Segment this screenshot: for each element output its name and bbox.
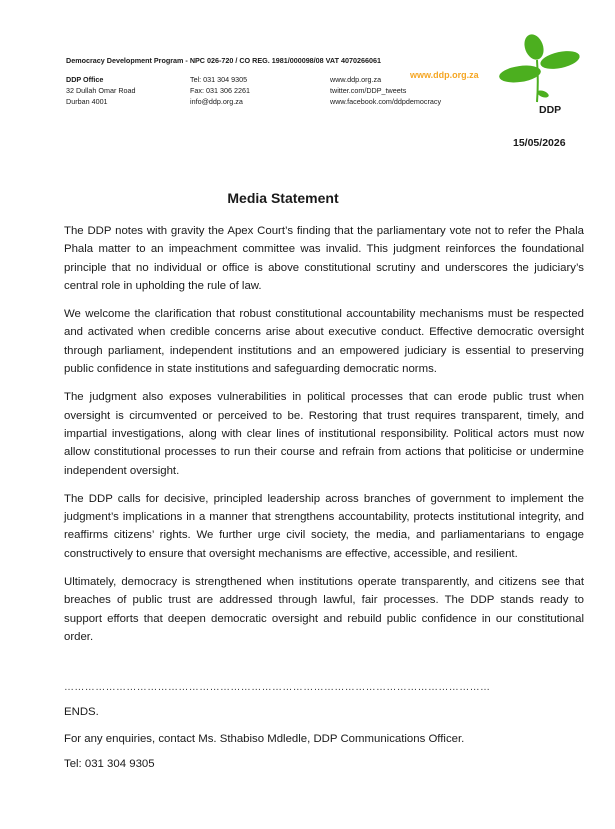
- org-registration-line: Democracy Development Program - NPC 026-720 / CO REG. 1981/000098/08 VAT 4070266061: [66, 56, 381, 65]
- enquiries-contact: For any enquiries, contact Ms. Sthabiso Mdledle, DDP Communications Officer.: [64, 733, 465, 745]
- contact-tel: Tel: 031 304 9305: [64, 758, 155, 770]
- tel-number: Tel: 031 304 9305: [190, 75, 248, 84]
- paragraph: The DDP notes with gravity the Apex Court’s finding that the parliamentary vote not to refer the Phala Phala matter to an impeachment committee was invalid. This judgment reinforces the foundational principle that no individual or office is above constitutional scrutiny and underscores the judiciary’s central role in upholding the rule of law.: [64, 225, 584, 292]
- contact-numbers: [190, 74, 250, 107]
- ends-marker: ENDS.: [64, 706, 99, 718]
- ddp-leaf-logo-icon: [488, 34, 583, 124]
- logo-wordmark: DDP: [539, 104, 562, 116]
- office-address: [66, 74, 136, 107]
- website-accent: www.ddp.org.za: [410, 70, 479, 80]
- paragraph: The judgment also exposes vulnerabilities in political processes that can erode public trust when oversight is circumvented or perceived to be. Restoring that trust requires transparent, timely, and impartial investigations, along with clear lines of institutional responsibility. Political actors must now allow constitutional processes to run their course and refrain from actions that politicise or undermine independent oversight.: [64, 391, 584, 477]
- paragraph: Ultimately, democracy is strengthened when institutions operate transparently, and citizens see that breaches of public trust are addressed through lawful, fair processes. The DDP stands ready to support efforts that deepen democratic oversight and rebuild public confidence in our constitutional order.: [64, 576, 584, 643]
- address-line-1: 32 Dullah Omar Road: [66, 86, 136, 95]
- address-line-2: Durban 4001: [66, 97, 108, 106]
- page-title: Media Statement: [227, 190, 339, 206]
- fax-number: Fax: 031 306 2261: [190, 86, 250, 95]
- facebook-link[interactable]: www.facebook.com/ddpdemocracy: [330, 97, 442, 106]
- statement-body: [64, 222, 584, 656]
- email-address: info@ddp.org.za: [190, 97, 243, 106]
- office-label: DDP Office: [66, 75, 104, 84]
- twitter-link[interactable]: twitter.com/DDP_tweets: [330, 86, 407, 95]
- website-link[interactable]: www.ddp.org.za: [330, 75, 382, 84]
- paragraph: The DDP calls for decisive, principled leadership across branches of government to implement the judgment’s implications in a manner that strengthens accountability, protects institutional integrity, and reaffirms citizens’ rights. We further urge civil society, the media, and parliamentarians to engage constructively to ensure that oversight mechanisms are effective, accessible, and resilient.: [64, 492, 584, 560]
- paragraph: We welcome the clarification that robust constitutional accountability mechanisms must be respected and activated when credible concerns arise about executive conduct. Effective democratic oversight through parliament, independent institutions and an empowered judiciary is essential to preserving public confidence in state institutions and safeguarding democratic norms.: [64, 308, 584, 376]
- statement-date: 15/05/2026: [513, 137, 566, 149]
- dotted-separator: ……………………………………………………………………………………………………………: [64, 682, 491, 693]
